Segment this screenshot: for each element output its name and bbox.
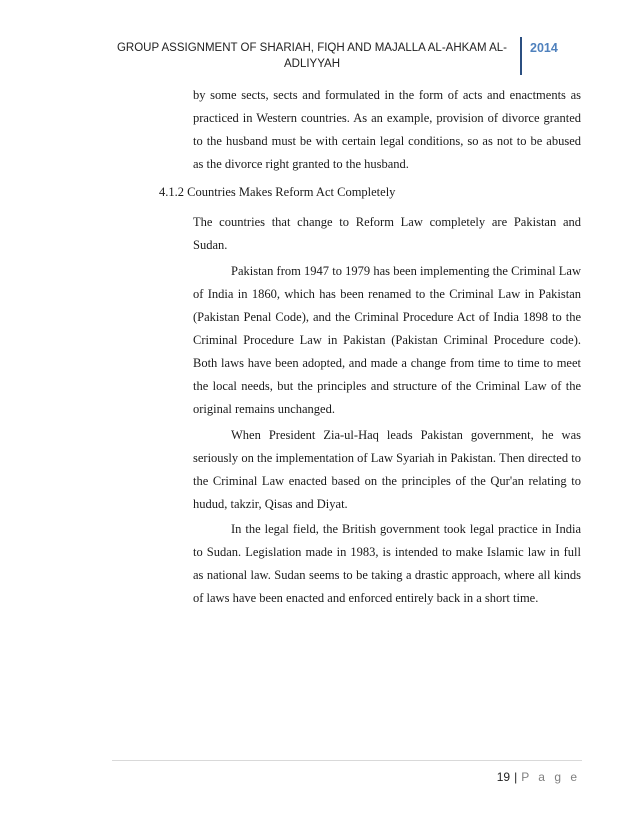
page-number: 19 (496, 770, 511, 784)
zia-paragraph: When President Zia-ul-Haq leads Pakistan government, he was seriously on the implementation of Law Syariah in Pakistan. Then directed to the Criminal Law enacted based on the principles of the Qur'an relating to hudud, takzir, Qisas and Diyat. (193, 428, 581, 511)
footer-separator: | (514, 770, 518, 784)
page-header (112, 40, 582, 82)
header-year: 2014 (530, 41, 558, 55)
continued-paragraph: by some sects, sects and formulated in the form of acts and enactments as practiced in Western countries. As an example, provision of divorce granted to the husband must be with certain legal conditions, so as not to be abused as the divorce right granted to the husband. (193, 88, 581, 171)
sudan-paragraph: In the legal field, the British government took legal practice in India to Sudan. Legislation made in 1983, is intended to make Islamic law in full as national law. Sudan seems to be taking a drastic approach, where all kinds of laws have been enacted and enforced entirely back in a short time. (193, 522, 581, 605)
header-title: GROUP ASSIGNMENT OF SHARIAH, FIQH AND MAJALLA AL-AHKAM AL-ADLIYYAH (116, 42, 508, 70)
footer-divider (112, 760, 582, 761)
pakistan-paragraph: Pakistan from 1947 to 1979 has been implementing the Criminal Law of India in 1860, which has been renamed to the Criminal Law in Pakistan (Pakistan Penal Code), and the Criminal Procedure Act of India 1898 to the Criminal Procedure Law in Pakistan (Pakistan Criminal Procedure code). Both laws have been adopted, and made a change from time to time to meet the local needs, but the principles and structure of the Criminal Law of the original remains unchanged. (193, 264, 581, 416)
page-label: P a g e (521, 770, 580, 784)
section-heading: 4.1.2 Countries Makes Reform Act Completely (159, 185, 396, 199)
page-footer (497, 770, 580, 784)
header-divider (520, 37, 522, 75)
intro-paragraph: The countries that change to Reform Law completely are Pakistan and Sudan. (193, 215, 581, 252)
